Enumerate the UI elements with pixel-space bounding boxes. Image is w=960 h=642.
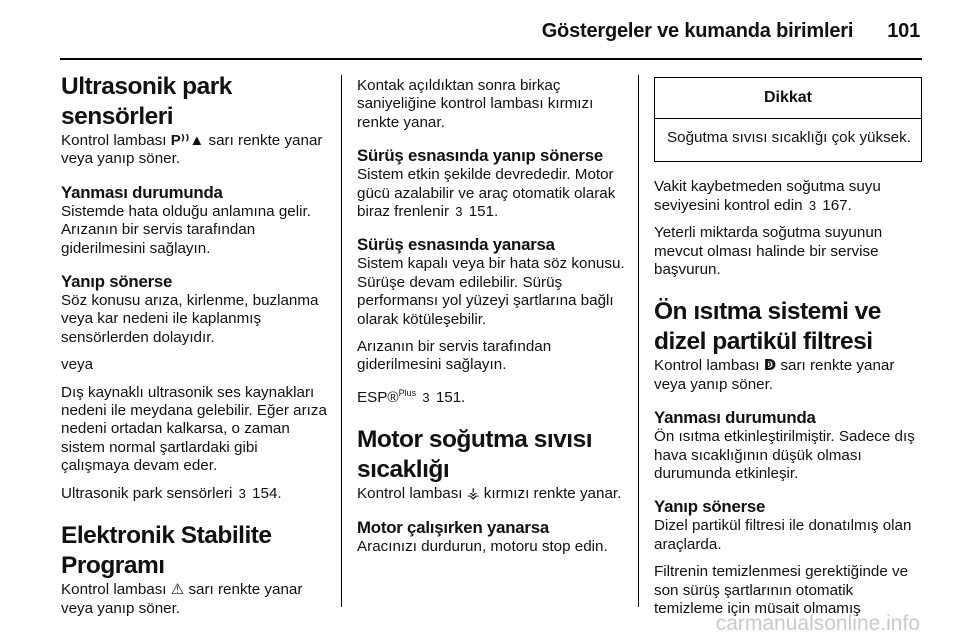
para-or: veya bbox=[61, 356, 94, 374]
para-drive-lit: Sistem kapalı veya bir hata söz konusu. Sürüşe devam edilebilir. Sürüş performansı yol yüzeyi şartlarına bağlı olarak kötüleşebilir. bbox=[357, 255, 625, 328]
para-check: Vakit kaybetmeden soğutma suyu seviyesini kontrol edin 3 167. bbox=[654, 178, 881, 214]
glow-plug-icon: ↁ bbox=[763, 357, 777, 375]
coolant-intro: Kontrol lambası ⚶ kırmızı renkte yanar. bbox=[357, 485, 622, 503]
page-number: 101 bbox=[887, 20, 920, 42]
section-title-esp: Elektronik Stabilite Programı bbox=[61, 522, 272, 580]
page-ref-icon: 3 bbox=[808, 197, 817, 213]
header-title: Göstergeler ve kumanda birimleri bbox=[541, 20, 854, 42]
page-ref-link[interactable]: 154. bbox=[252, 484, 282, 502]
column-divider-2 bbox=[638, 75, 639, 607]
page-ref-link[interactable]: 151. bbox=[468, 203, 499, 221]
heading-flash: Yanıp sönerse bbox=[61, 272, 173, 292]
caution-box bbox=[654, 77, 922, 162]
para-start: Kontak açıldıktan sonra birkaç saniyeliğine kontrol lambası kırmızı renkte yanar. bbox=[357, 77, 594, 131]
para-enough: Yeterli miktarda soğutma suyunun mevcut olması halinde bir servise başvurun. bbox=[654, 224, 883, 279]
para-lit: Sistemde hata olduğu anlamına gelir. Arızanın bir servis tarafından giderilmesini sağlayın. bbox=[61, 202, 311, 257]
heading-glow-flash: Yanıp sönerse bbox=[654, 497, 766, 517]
column-3 bbox=[654, 77, 922, 628]
para-esp-ref: ESP®$^{Plus}$ 3 151. bbox=[357, 387, 466, 406]
heading-drive-flash: Sürüş esnasında yanıp sönerse bbox=[357, 146, 604, 166]
page-ref-icon: 3 bbox=[238, 485, 246, 501]
caution-title: Dikkat bbox=[655, 78, 921, 119]
page-header bbox=[60, 16, 920, 46]
esp-icon: ⚠ bbox=[170, 581, 185, 599]
column-2 bbox=[357, 77, 629, 565]
caution-text: Soğutma sıvısı sıcaklığı çok yüksek. bbox=[667, 129, 911, 146]
heading-glow-lit: Yanması durumunda bbox=[654, 408, 816, 428]
section-title-coolant: Motor soğutma sıvısı sıcaklığı bbox=[357, 426, 593, 484]
para-service: Arızanın bir servis tarafından giderilmesini sağlayın. bbox=[357, 338, 552, 374]
para-external: Dış kaynaklı ultrasonik ses kaynakları nedeni ile meydana gelebilir. Eğer arıza nedeni ortadan kalkarsa, o zaman sistem normal şartlardaki gibi çalışmaya devam eder. bbox=[61, 383, 327, 475]
page-ref-icon: 3 bbox=[422, 389, 430, 405]
heading-lit: Yanması durumunda bbox=[61, 182, 223, 202]
page-ref-icon: 3 bbox=[455, 204, 463, 220]
page-ref-link[interactable]: 167. bbox=[822, 196, 852, 214]
column-divider-1 bbox=[341, 75, 342, 607]
section-title-park-sensors: Ultrasonik park sensörleri bbox=[61, 73, 232, 130]
esp-intro: Kontrol lambası ⚠ sarı renkte yanar veya yanıp söner. bbox=[61, 581, 303, 617]
page-ref-link[interactable]: 151. bbox=[435, 388, 466, 406]
para-glow-lit: Ön ısıtma etkinleştirilmiştir. Sadece dış hava sıcaklığının düşük olması durumunda etkinleşir. bbox=[654, 428, 915, 483]
coolant-temp-icon: ⚶ bbox=[466, 485, 480, 503]
para-clean: Filtrenin temizlenmesi gerektiğinde ve son sürüş şartlarının otomatik temizleme için müsait olmamış bbox=[654, 563, 909, 618]
column-1 bbox=[61, 72, 329, 627]
section-title-glow: Ön ısıtma sistemi ve dizel partikül filtresi bbox=[654, 298, 881, 356]
watermark: carmanualsonline.info bbox=[715, 612, 920, 635]
heading-running: Motor çalışırken yanarsa bbox=[357, 517, 550, 537]
para-flash: Söz konusu arıza, kirlenme, buzlanma veya kar nedeni ile kaplanmış sensörlerden dolayıdır. bbox=[61, 292, 319, 346]
para-park-ref: Ultrasonik park sensörleri 3 154. bbox=[61, 484, 282, 502]
header-rule bbox=[60, 58, 922, 60]
park-sensor-icon: P⁾⁾▲ bbox=[170, 132, 205, 149]
heading-drive-lit: Sürüş esnasında yanarsa bbox=[357, 235, 555, 255]
park-intro: Kontrol lambası P⁾⁾▲ sarı renkte yanar veya yanıp söner. bbox=[61, 132, 323, 168]
glow-intro: Kontrol lambası ↁ sarı renkte yanar veya yanıp söner. bbox=[654, 357, 895, 393]
para-glow-flash: Dizel partikül filtresi ile donatılmış olan araçlarda. bbox=[654, 517, 912, 553]
para-running: Aracınızı durdurun, motoru stop edin. bbox=[357, 537, 608, 555]
para-drive-flash: Sistem etkin şekilde devrededir. Motor gücü azalabilir ve araç otomatik olarak biraz frenlenir 3 151. bbox=[357, 166, 616, 221]
